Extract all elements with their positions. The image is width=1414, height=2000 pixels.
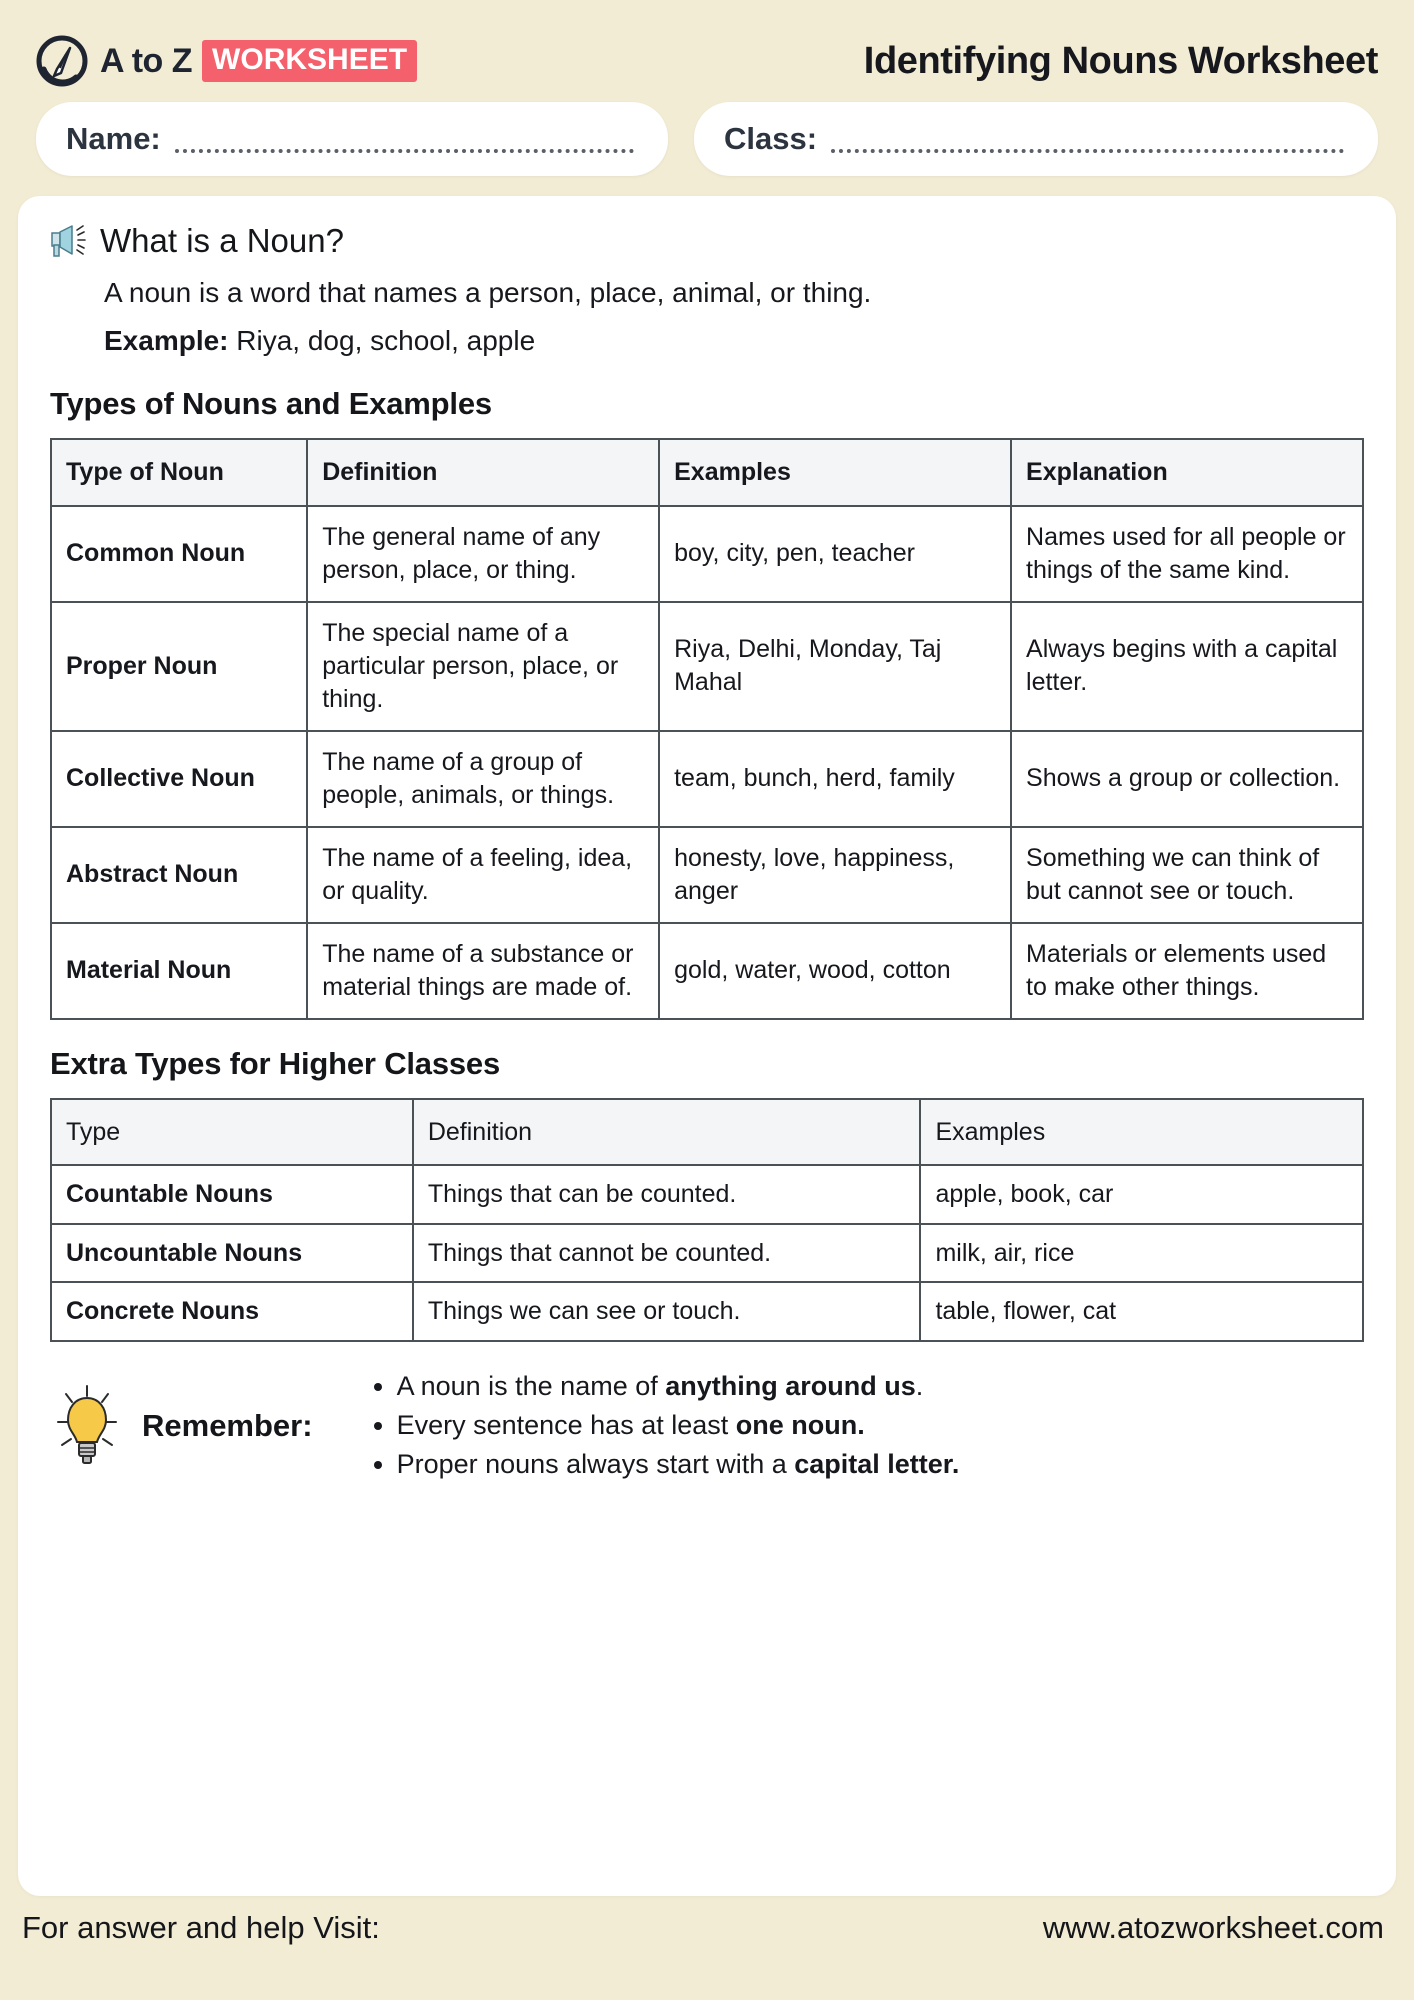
cell-definition: Things we can see or touch. [413, 1282, 921, 1341]
cell-type: Countable Nouns [51, 1165, 413, 1224]
footer-help-text: For answer and help Visit: [22, 1910, 380, 1945]
cell-explanation: Names used for all people or things of the same kind. [1011, 506, 1363, 602]
cell-examples: apple, book, car [920, 1165, 1363, 1224]
table-row [51, 1282, 1363, 1341]
column-header-definition: Definition [307, 439, 659, 506]
name-label: Name: [66, 121, 161, 156]
remember-item-text: Proper nouns always start with a [396, 1449, 795, 1480]
cell-definition: The name of a feeling, idea, or quality. [307, 827, 659, 923]
brand-logo [36, 35, 417, 87]
cell-definition: Things that can be counted. [413, 1165, 921, 1224]
noun-definition: A noun is a word that names a person, place, animal, or thing. [104, 277, 872, 308]
remember-list [377, 1368, 960, 1486]
types-of-nouns-table [50, 438, 1364, 1020]
cell-type: Proper Noun [51, 602, 307, 731]
remember-label: Remember: [142, 1408, 313, 1444]
cell-examples: Riya, Delhi, Monday, Taj Mahal [659, 602, 1011, 731]
cell-explanation: Materials or elements used to make other things. [1011, 923, 1363, 1019]
cell-definition: The name of a group of people, animals, or things. [307, 731, 659, 827]
list-item [397, 1446, 960, 1483]
table-row [51, 602, 1363, 731]
brand-badge: WORKSHEET [202, 40, 417, 82]
lightbulb-icon [50, 1382, 124, 1470]
column-header-type: Type of Noun [51, 439, 307, 506]
class-label: Class: [724, 121, 818, 156]
class-input-line[interactable] [831, 149, 1344, 153]
page-title: Identifying Nouns Worksheet [863, 39, 1378, 82]
column-header-definition: Definition [413, 1099, 921, 1166]
remember-item-bold: capital letter. [794, 1449, 960, 1480]
cell-type: Common Noun [51, 506, 307, 602]
cell-type: Collective Noun [51, 731, 307, 827]
list-item [397, 1368, 960, 1405]
cell-type: Uncountable Nouns [51, 1224, 413, 1283]
content-card [18, 196, 1396, 1896]
table-row [51, 1165, 1363, 1224]
name-input-line[interactable] [175, 149, 634, 153]
table-row [51, 506, 1363, 602]
cell-definition: Things that cannot be counted. [413, 1224, 921, 1283]
example-text: Riya, dog, school, apple [236, 324, 536, 356]
pen-circle-logo-icon [36, 35, 88, 87]
brand-text [100, 40, 417, 82]
cell-examples: gold, water, wood, cotton [659, 923, 1011, 1019]
example-label: Example: [104, 324, 229, 356]
remember-item-bold: one noun. [735, 1409, 865, 1440]
cell-examples: honesty, love, happiness, anger [659, 827, 1011, 923]
cell-definition: The name of a substance or material things are made of. [307, 923, 659, 1019]
column-header-examples: Examples [920, 1099, 1363, 1166]
table-header-row [51, 1099, 1363, 1166]
cell-examples: team, bunch, herd, family [659, 731, 1011, 827]
column-header-explanation: Explanation [1011, 439, 1363, 506]
column-header-examples: Examples [659, 439, 1011, 506]
remember-item-text: Every sentence has at least [396, 1409, 736, 1440]
name-field[interactable] [36, 102, 668, 176]
megaphone-icon [50, 224, 88, 258]
cell-explanation: Something we can think of but cannot see or touch. [1011, 827, 1363, 923]
list-item [397, 1407, 960, 1444]
cell-type: Concrete Nouns [51, 1282, 413, 1341]
extra-types-heading: Extra Types for Higher Classes [50, 1045, 500, 1081]
table-row [51, 731, 1363, 827]
what-is-noun-title: What is a Noun? [100, 222, 344, 259]
table-row [51, 923, 1363, 1019]
remember-item-bold: anything around us [665, 1370, 916, 1401]
page-footer [0, 1896, 1414, 1946]
class-field[interactable] [694, 102, 1378, 176]
student-info-row [0, 102, 1414, 176]
table-row [51, 1224, 1363, 1283]
page-header [0, 0, 1414, 100]
cell-type: Abstract Noun [51, 827, 307, 923]
cell-definition: The general name of any person, place, or thing. [307, 506, 659, 602]
remember-item-tail: . [915, 1370, 924, 1401]
column-header-type: Type [51, 1099, 413, 1166]
what-is-noun-heading [50, 222, 1364, 260]
extra-types-table [50, 1098, 1364, 1342]
table-header-row [51, 439, 1363, 506]
cell-examples: boy, city, pen, teacher [659, 506, 1011, 602]
types-section-heading: Types of Nouns and Examples [50, 385, 492, 421]
noun-example-line [104, 322, 1364, 360]
cell-type: Material Noun [51, 923, 307, 1019]
remember-item-text: A noun is the name of [396, 1370, 666, 1401]
brand-name: A to Z [100, 41, 193, 80]
cell-explanation: Always begins with a capital letter. [1011, 602, 1363, 731]
cell-examples: milk, air, rice [920, 1224, 1363, 1283]
cell-explanation: Shows a group or collection. [1011, 731, 1363, 827]
cell-examples: table, flower, cat [920, 1282, 1363, 1341]
footer-website-link[interactable]: www.atozworksheet.com [1042, 1910, 1384, 1945]
cell-definition: The special name of a particular person, place, or thing. [307, 602, 659, 731]
remember-section [50, 1368, 1364, 1486]
table-row [51, 827, 1363, 923]
